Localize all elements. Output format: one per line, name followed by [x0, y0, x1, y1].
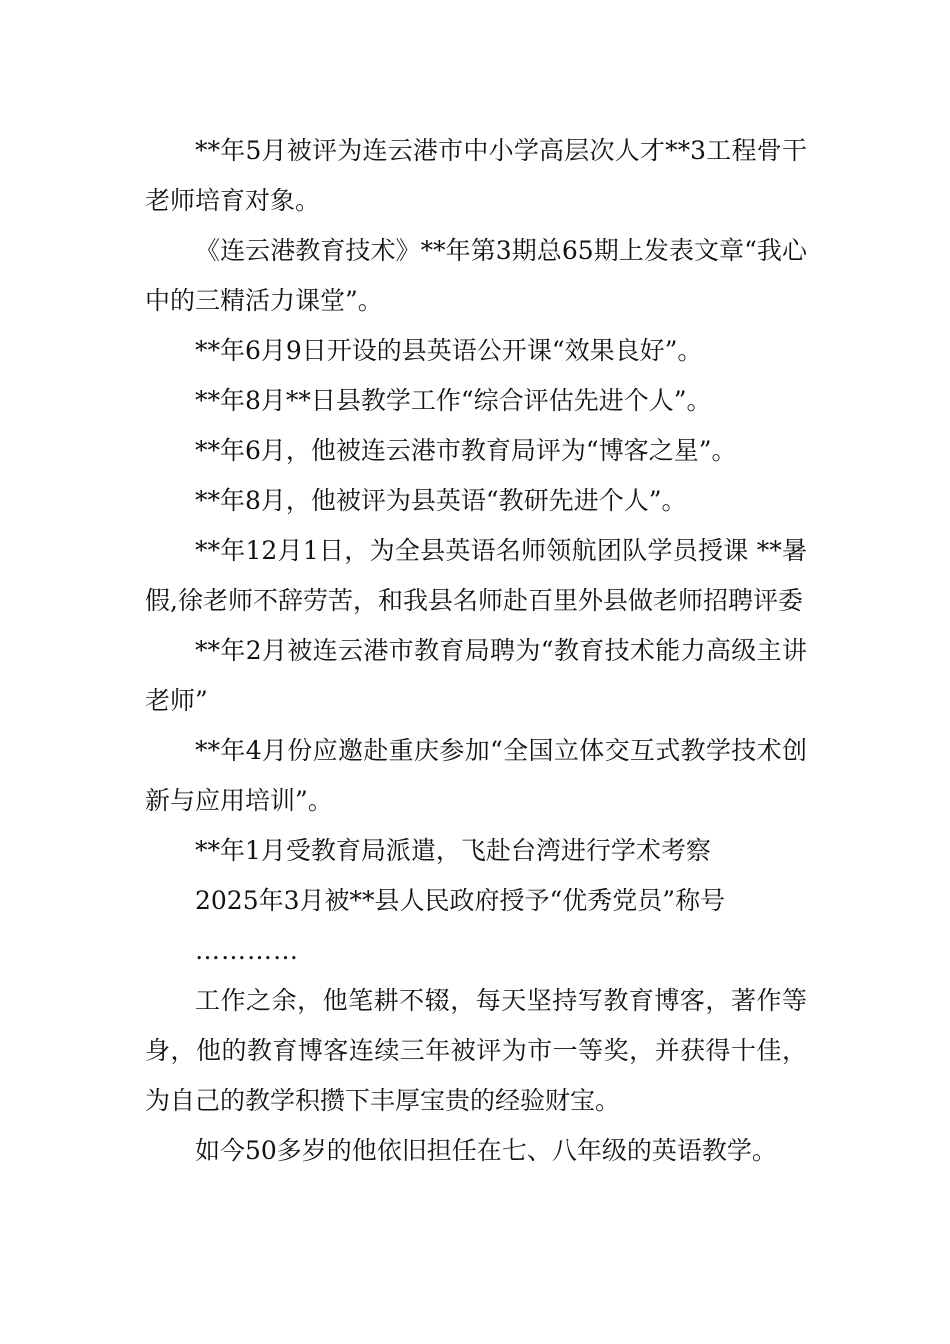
paragraph-12: 工作之余，他笔耕不辍，每天坚持写教育博客，著作等身，他的教育博客连续三年被评为市一等奖，并获得十佳，为自己的教学积攒下丰厚宝贵的经验财宝。: [145, 986, 807, 1115]
paragraph-3: **年6月9日开设的县英语公开课“效果良好”。: [195, 336, 703, 365]
paragraph-2: 《连云港教育技术》**年第3期总65期上发表文章“我心中的三精活力课堂”。: [145, 236, 807, 315]
paragraph-5: **年6月，他被连云港市教育局评为“博客之星”。: [195, 436, 737, 465]
paragraph-1: **年5月被评为连云港市中小学高层次人才**3工程骨干老师培育对象。: [145, 136, 807, 215]
paragraph-11: 2025年3月被**县人民政府授予“优秀党员”称号: [195, 886, 726, 915]
paragraph-8: **年2月被连云港市教育局聘为“教育技术能力高级主讲老师”: [145, 636, 807, 715]
paragraph-9: **年4月份应邀赴重庆参加“全国立体交互式教学技术创新与应用培训”。: [145, 736, 807, 815]
paragraph-7: **年12月1日，为全县英语名师领航团队学员授课 **暑假,徐老师不辞劳苦，和我县名师赴百里外县做老师招聘评委: [145, 536, 807, 615]
paragraph-6: **年8月，他被评为县英语“教研先进个人”。: [195, 486, 687, 515]
document-body: [145, 126, 807, 1176]
paragraph-10: **年1月受教育局派遣，飞赴台湾进行学术考察: [195, 836, 711, 865]
paragraph-4: **年8月**日县教学工作“综合评估先进个人”。: [195, 386, 712, 415]
ellipsis-line: …………: [195, 936, 299, 965]
paragraph-13: 如今50多岁的他依旧担任在七、八年级的英语教学。: [195, 1136, 777, 1165]
